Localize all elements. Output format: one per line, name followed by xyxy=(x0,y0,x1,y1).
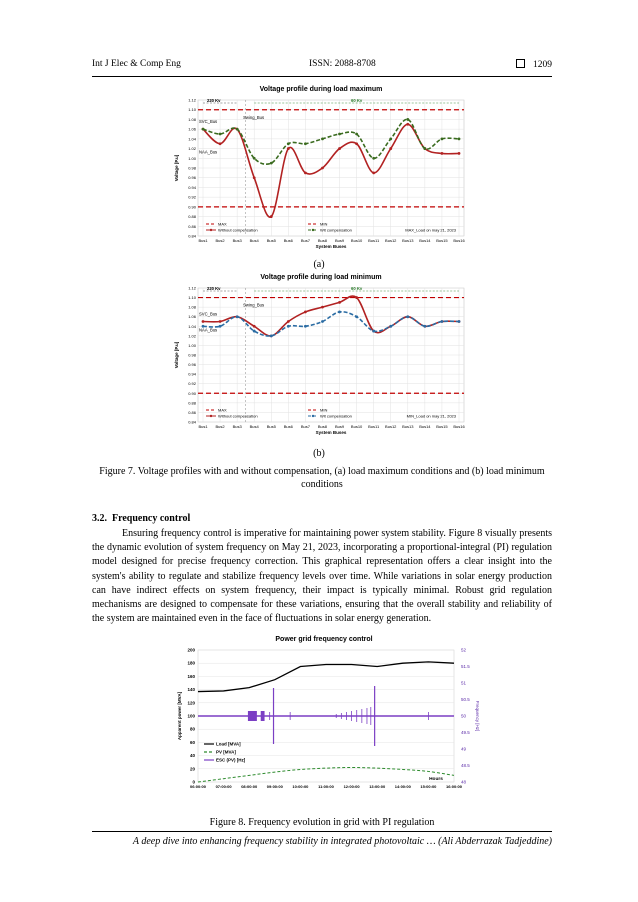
y2-tick-label: 51 xyxy=(461,680,467,686)
y-tick-label: 0.90 xyxy=(188,390,196,396)
data-point xyxy=(236,315,239,318)
data-point xyxy=(441,137,444,140)
y-tick-label: 1.10 xyxy=(188,295,196,301)
page-footer: A deep dive into enhancing frequency stability in integrated photovoltaic … (Ali Abderrazak Tadjeddine) xyxy=(132,836,552,847)
data-point xyxy=(338,133,341,136)
chart-title: Voltage profile during load minimum xyxy=(260,274,382,281)
x-tick-label: Bus6 xyxy=(283,238,293,243)
y-tick-label: 80 xyxy=(189,726,195,732)
y-axis-label: Voltage [P.u] xyxy=(174,154,179,182)
page-number-wrap xyxy=(516,59,552,70)
page-number: 1209 xyxy=(533,60,552,70)
data-point xyxy=(253,325,256,328)
y-tick-label: 1.04 xyxy=(188,136,196,142)
x-tick-label: Bus8 xyxy=(317,238,328,243)
data-point xyxy=(338,301,341,304)
figure7b-label: (b) xyxy=(313,448,325,459)
svc-bus-annotation: SVC_Bus xyxy=(199,311,218,317)
x-tick-label: 12:00:00 xyxy=(343,784,360,789)
data-point xyxy=(253,176,256,179)
y-tick-label: 0.96 xyxy=(188,362,196,368)
data-point xyxy=(253,330,256,333)
y2-tick-label: 50.5 xyxy=(461,697,470,702)
x-tick-label: Bus2 xyxy=(215,238,225,243)
data-point xyxy=(304,142,307,145)
section-heading xyxy=(92,513,190,524)
x-tick-label: Bus12 xyxy=(385,238,397,243)
y-tick-label: 0.94 xyxy=(188,184,196,190)
x-axis-label: Hours xyxy=(429,777,443,782)
x-tick-label: Bus10 xyxy=(350,424,363,429)
x-tick-label: 13:00:00 xyxy=(369,784,386,789)
x-tick-label: 16:00:00 xyxy=(445,784,463,789)
y-tick-label: 40 xyxy=(189,753,195,759)
y-tick-label: 100 xyxy=(187,713,195,719)
data-point xyxy=(355,142,358,145)
x-tick-label: Bus7 xyxy=(300,424,310,429)
x-tick-label: Bus15 xyxy=(436,238,448,243)
issn: ISSN: 2088-8708 xyxy=(309,59,376,69)
x-tick-label: Bus4 xyxy=(249,424,259,429)
svc-bus-annotation: SVC_Bus xyxy=(199,119,218,125)
x-tick-label: Bus1 xyxy=(198,238,208,243)
x-tick-label: 14:00:00 xyxy=(394,784,411,789)
figure7-caption: Figure 7. Voltage profiles with and without compensation, (a) load maximum conditions and (b) load minimum conditions xyxy=(99,466,545,490)
data-point xyxy=(355,315,358,318)
y-tick-label: 0.84 xyxy=(188,233,196,239)
legend-max: MAX xyxy=(218,407,227,413)
data-point xyxy=(406,118,409,121)
x-tick-label: Bus14 xyxy=(419,238,431,243)
legend-without-compensation: Without compensation xyxy=(218,227,258,233)
square-icon xyxy=(516,59,525,68)
data-point xyxy=(389,147,392,150)
x-tick-label: Bus11 xyxy=(368,238,380,243)
x-tick-label: Bus8 xyxy=(317,424,328,429)
y-axis-label: Voltage [P.u] xyxy=(174,341,179,369)
chart-title: Power grid frequency control xyxy=(275,636,373,643)
x-tick-label: Bus13 xyxy=(402,238,414,243)
journal-name: Int J Elec & Comp Eng xyxy=(92,59,181,69)
figure8-caption: Figure 8. Frequency evolution in grid with PI regulation xyxy=(209,817,435,828)
y2-axis-label: Frequency [Hz] xyxy=(475,700,480,732)
legend-without-compensation: Without compensation xyxy=(218,413,258,419)
x-tick-label: Bus6 xyxy=(283,424,293,429)
y-tick-label: 1.12 xyxy=(188,97,196,103)
y-tick-label: 200 xyxy=(187,647,195,653)
data-point xyxy=(355,296,358,299)
x-tick-label: 09:00:00 xyxy=(266,784,283,789)
data-point xyxy=(304,311,307,314)
chart-title: Voltage profile during load maximum xyxy=(259,86,383,93)
y-tick-label: 1.08 xyxy=(188,116,196,122)
y-tick-label: 140 xyxy=(187,687,195,693)
data-point xyxy=(202,320,205,323)
y-tick-label: 0.88 xyxy=(188,214,196,220)
data-point xyxy=(321,320,324,323)
y2-tick-label: 49.5 xyxy=(461,730,470,735)
legend-with-compensation: Wit compensation xyxy=(320,227,352,233)
data-point xyxy=(219,325,222,328)
section-title: Frequency control xyxy=(112,513,191,524)
data-point xyxy=(236,128,239,131)
y-tick-label: 1.00 xyxy=(188,155,196,161)
data-point xyxy=(338,147,341,150)
legend-marker xyxy=(210,415,212,417)
x-tick-label: Bus11 xyxy=(368,424,380,429)
page-header xyxy=(92,57,552,73)
swing-bus-annotation: Swing_Bus xyxy=(243,115,265,121)
body-paragraph: Ensuring frequency control is imperative for maintaining power system stability. Figure 8 visually presents the dynamic evolution of system frequency on May 21, 2023, incorporating a proportional-integral (PI) regulation model designed for precise frequency correction. This graphical representation offers a clear insight into the system's ability to regulate and stabilize frequency levels over time. While variations in solar energy production can have indirect effects on system frequency, their impact is typically minimal. Robust grid regulation mechanisms are designed to compensate for these variations, ensuring that the overall stability and reliability of the system are maintained even in the face of fluctuations in solar energy generation. xyxy=(92,528,552,625)
x-axis-label: System Buses xyxy=(315,244,347,249)
data-point xyxy=(458,320,461,323)
data-point xyxy=(423,147,426,150)
footer-rule xyxy=(92,831,552,832)
y-tick-label: 1.12 xyxy=(188,285,196,291)
x-tick-label: Bus15 xyxy=(436,424,448,429)
legend-max: MAX xyxy=(218,221,227,227)
data-point xyxy=(338,311,341,314)
y-tick-label: 0.84 xyxy=(188,419,196,425)
y-tick-label: 0.86 xyxy=(188,223,196,229)
x-tick-label: Bus4 xyxy=(249,238,259,243)
data-point xyxy=(304,325,307,328)
x-tick-label: 06:00:00 xyxy=(189,784,207,789)
legend-min: MIN xyxy=(320,407,328,413)
load-note: MIN_Load on may 21, 2023 xyxy=(406,413,456,419)
data-point xyxy=(270,162,273,165)
naa-bus-annotation: NAA_Bus xyxy=(199,327,218,333)
frequency-chart-svg xyxy=(172,632,480,800)
y2-tick-label: 49 xyxy=(461,746,467,752)
y-tick-label: 0.92 xyxy=(188,194,196,200)
x-tick-label: Bus1 xyxy=(198,424,208,429)
naa-bus-annotation: NAA_Bus xyxy=(199,149,218,155)
y-tick-label: 1.06 xyxy=(188,314,196,320)
data-point xyxy=(406,123,409,126)
legend-entry: PV [MVA] xyxy=(216,749,236,755)
figure7a-label: (a) xyxy=(313,259,325,270)
header-rule xyxy=(92,76,552,77)
data-point xyxy=(270,215,273,218)
load-note: MAX_Load on may 21, 2023 xyxy=(405,227,456,233)
data-point xyxy=(287,147,290,150)
x-tick-label: Bus14 xyxy=(419,424,431,429)
data-point xyxy=(287,325,290,328)
x-tick-label: Bus3 xyxy=(232,424,242,429)
legend-marker xyxy=(210,229,212,231)
zone-220kv-label: 220 Kv xyxy=(207,98,221,103)
data-point xyxy=(372,330,375,333)
y-tick-label: 0.88 xyxy=(188,400,196,406)
y2-tick-label: 50 xyxy=(461,713,467,719)
data-point xyxy=(321,167,324,170)
y-tick-label: 1.08 xyxy=(188,304,196,310)
legend-entry: ESC (PV) [Hz] xyxy=(216,757,246,763)
y-tick-label: 1.02 xyxy=(188,333,196,339)
frequency-oscillation-block xyxy=(261,711,265,721)
y-tick-label: 0.98 xyxy=(188,352,196,358)
frequency-oscillation-block xyxy=(248,711,257,721)
x-tick-label: Bus9 xyxy=(334,238,345,243)
y2-tick-label: 52 xyxy=(461,647,467,653)
x-tick-label: Bus10 xyxy=(350,238,363,243)
x-tick-label: 08:00:00 xyxy=(241,784,258,789)
zone-60kv-label: 60 Kv xyxy=(351,286,363,291)
y2-tick-label: 48.5 xyxy=(461,763,470,768)
data-point xyxy=(441,152,444,155)
y-tick-label: 120 xyxy=(187,700,195,706)
data-point xyxy=(389,325,392,328)
zone-60kv-label: 60 Kv xyxy=(351,98,363,103)
data-point xyxy=(372,171,375,174)
y-tick-label: 0.94 xyxy=(188,371,196,377)
data-point xyxy=(355,133,358,136)
x-tick-label: 11:00:00 xyxy=(318,784,334,789)
x-tick-label: Bus16 xyxy=(453,424,465,429)
voltage-chart-svg-b xyxy=(168,270,474,444)
data-point xyxy=(406,315,409,318)
data-point xyxy=(219,142,222,145)
legend-with-compensation: Wit compensation xyxy=(320,413,352,419)
data-point xyxy=(287,142,290,145)
y-tick-label: 60 xyxy=(189,739,195,745)
x-tick-label: Bus16 xyxy=(453,238,465,243)
data-point xyxy=(304,171,307,174)
x-tick-label: Bus5 xyxy=(266,238,276,243)
zone-220kv-label: 220 Kv xyxy=(207,286,221,291)
y-tick-label: 160 xyxy=(187,673,195,679)
x-tick-label: Bus2 xyxy=(215,424,225,429)
x-tick-label: Bus9 xyxy=(334,424,345,429)
y-tick-label: 0.96 xyxy=(188,175,196,181)
data-point xyxy=(372,157,375,160)
frequency-chart xyxy=(172,632,480,800)
y2-tick-label: 48 xyxy=(461,779,467,785)
x-axis-label: System Buses xyxy=(315,430,347,435)
data-point xyxy=(458,152,461,155)
section-number: 3.2. xyxy=(92,513,107,524)
y-tick-label: 1.00 xyxy=(188,342,196,348)
data-point xyxy=(219,320,222,323)
x-tick-label: 10:00:00 xyxy=(292,784,309,789)
y-tick-label: 1.10 xyxy=(188,107,196,113)
y-tick-label: 1.04 xyxy=(188,323,196,329)
y-tick-label: 0.90 xyxy=(188,204,196,210)
y-tick-label: 0.92 xyxy=(188,381,196,387)
y-tick-label: 1.02 xyxy=(188,146,196,152)
data-point xyxy=(270,334,273,337)
y2-tick-label: 51.5 xyxy=(461,664,470,669)
x-tick-label: Bus5 xyxy=(266,424,276,429)
x-tick-label: Bus13 xyxy=(402,424,414,429)
y-tick-label: 0.86 xyxy=(188,409,196,415)
y-tick-label: 0 xyxy=(192,779,195,785)
y-tick-label: 180 xyxy=(187,660,195,666)
legend-marker xyxy=(312,415,314,417)
data-point xyxy=(423,325,426,328)
x-tick-label: 07:00:00 xyxy=(215,784,232,789)
voltage-chart-min xyxy=(168,270,474,444)
swing-bus-annotation: Swing_Bus xyxy=(243,302,265,308)
data-point xyxy=(441,320,444,323)
y-tick-label: 1.06 xyxy=(188,126,196,132)
data-point xyxy=(321,137,324,140)
voltage-chart-max xyxy=(168,82,474,258)
x-tick-label: Bus12 xyxy=(385,424,397,429)
y-tick-label: 0.98 xyxy=(188,165,196,171)
data-point xyxy=(321,306,324,309)
data-point xyxy=(458,137,461,140)
data-point xyxy=(287,320,290,323)
legend-marker xyxy=(312,229,314,231)
voltage-chart-svg-a xyxy=(168,82,474,258)
data-point xyxy=(219,133,222,136)
data-point xyxy=(202,128,205,131)
legend-min: MIN xyxy=(320,221,328,227)
legend-entry: Load [MVA] xyxy=(216,741,241,747)
data-point xyxy=(389,137,392,140)
y-axis-label: Apparent power [MVA] xyxy=(177,691,182,741)
x-tick-label: 15:00:00 xyxy=(420,784,437,789)
data-point xyxy=(253,157,256,160)
x-tick-label: Bus3 xyxy=(232,238,242,243)
y-tick-label: 20 xyxy=(189,766,195,772)
x-tick-label: Bus7 xyxy=(300,238,310,243)
